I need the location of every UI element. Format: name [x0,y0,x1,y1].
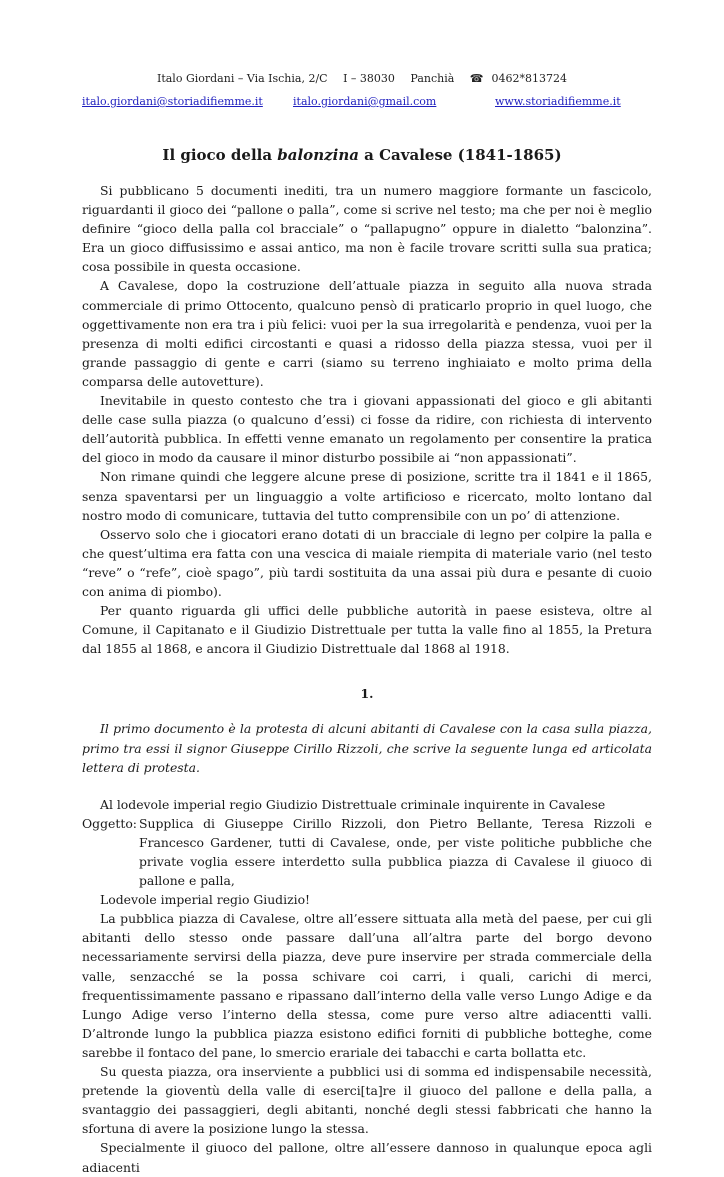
sender-address: Italo Giordani – Via Ischia, 2/C [156,72,328,85]
website-link[interactable]: www.storiadifiemme.it [495,95,621,108]
paragraph: Inevitabile in questo contesto che tra i giovani appassionati del gioco e gli abitanti delle case sulla piazza (o qualcuno d’essi) ci fosse da ridire, con richiesta di intervento dell’autorità pubblica. In effetti venne emanato un regolamento per consentire la pratica del gioco in modo da causare il minor disturbo possibile ai “non appassionati”. [82,393,652,466]
object-label: Oggetto: [82,815,137,831]
letter-paragraph: Su questa piazza, ora inserviente a pubblici usi di somma ed indispensabile necessità, pretende la gioventù della valle di eserci[ta]re il giuoco del pallone e della palla, a svantaggio dei passaggieri, degli abitanti, nonché degli stessi fabbricati che hanno la sfortuna di avere la posizione lungo la stessa. [82,1064,652,1137]
paragraph: A Cavalese, dopo la costruzione dell’attuale piazza in seguito alla nuova strada commerciale di primo Ottocento, qualcuno pensò di praticarlo proprio in quel luogo, che oggettivamente non era tra i più felici: vuoi per la sua irregolarità e pendenza, vuoi per la presenza di molti edifici circostanti e quasi a ridosso della piazza stessa, vuoi per il grande passaggio di gente e carri (siamo su terreno inghiaiato e molto prima della comparsa delle autovetture). [82,278,652,389]
email-link-gmail[interactable]: italo.giordani@gmail.com [293,95,437,108]
section-number: 1. [360,686,374,702]
letterhead [0,72,724,85]
letter-addressee: Al lodevole imperial regio Giudizio Distrettuale criminale inquirente in Cavalese [100,796,606,812]
page-title [0,146,724,164]
document-body [82,181,652,1177]
email-link-storiadifiemme[interactable]: italo.giordani@storiadifiemme.it [82,95,263,108]
town: Panchià [410,72,455,85]
paragraph: Non rimane quindi che leggere alcune prese di posizione, scritte tra il 1841 e il 1865, senza spaventarsi per un linguaggio a volte artificioso e ricercato, molto lontano dal nostro modo di comunicare, tuttavia del tutto comprensibile con un po’ di attenzione. [82,469,652,523]
section-intro: Il primo documento è la protesta di alcuni abitanti di Cavalese con la casa sulla piazza, primo tra essi il signor Giuseppe Cirillo Rizzoli, che scrive la seguente lunga ed articolata lettera di protesta. [82,721,652,775]
title-prefix: Il gioco della [162,146,278,164]
paragraph: Si pubblicano 5 documenti inediti, tra un numero maggiore formante un fascicolo, riguardanti il gioco dei “pallone o palla”, come si scrive nel testo; ma che per noi è meglio definire “gioco della palla col bracciale” o “pallapugno” oppure in dialetto “balonzina”. Era un gioco diffusissimo e assai antico, ma non è facile trovare scritti sulla sua pratica; cosa possibile in questa occasione. [82,183,652,275]
telephone-icon: ☎ [469,72,484,85]
postal-code: I – 38030 [343,72,395,85]
paragraph: Osservo solo che i giocatori erano dotati di un bracciale di legno per colpire la palla e che quest’ultima era fatta con una vescica di maiale riempita di materiale vario (nel testo “reve” o “refe”, cioè spago”, più tardi sostituita da una assai più dura e pesante di cuoio con anima di piombo). [82,526,652,599]
object-text: Supplica di Giuseppe Cirillo Rizzoli, don Pietro Bellante, Teresa Rizzoli e Francesco Gardener, tutti di Cavalese, onde, per viste politiche pubbliche che private voglia essere interdetto sulla pubblica piazza di Cavalese il giuoco di pallone e palla, [139,815,652,889]
title-suffix: a Cavalese (1841-1865) [358,146,562,164]
phone-number: 0462*813724 [491,72,567,85]
letter-object [82,814,652,890]
letter-paragraph: Specialmente il giuoco del pallone, oltre all’essere dannoso in qualunque epoca agli adiacenti [82,1140,652,1175]
title-italic: balonzina [277,146,359,164]
paragraph: Per quanto riguarda gli uffici delle pubbliche autorità in paese esisteva, oltre al Comune, il Capitanato e il Giudizio Distrettuale per tutta la valle fino al 1855, la Pretura dal 1855 al 1868, e ancora il Giudizio Distrettuale dal 1868 al 1918. [82,603,652,657]
letter-paragraph: La pubblica piazza di Cavalese, oltre all’essere sittuata alla metà del paese, per cui gli abitanti dello stesso onde passare dall’una all’altra parte del borgo devono necessariamente servirsi della piazza, deve pure inservire per strada commerciale della valle, senzacché se la possa schivare coi carri, i quali, carichi di merci, frequentissimamente passano e ripassano dall’interno della valle verso Lungo Adige e da Lungo Adige verso l’interno della stessa, come pure verso altre adiacentti valli. D’altronde lungo la pubblica piazza esistono edifici forniti di pubbliche botteghe, come sarebbe il fontaco del pane, lo smercio erariale dei tabacchi e carta bollatta etc. [82,911,652,1060]
letter-salutation: Lodevole imperial regio Giudizio! [100,892,311,908]
